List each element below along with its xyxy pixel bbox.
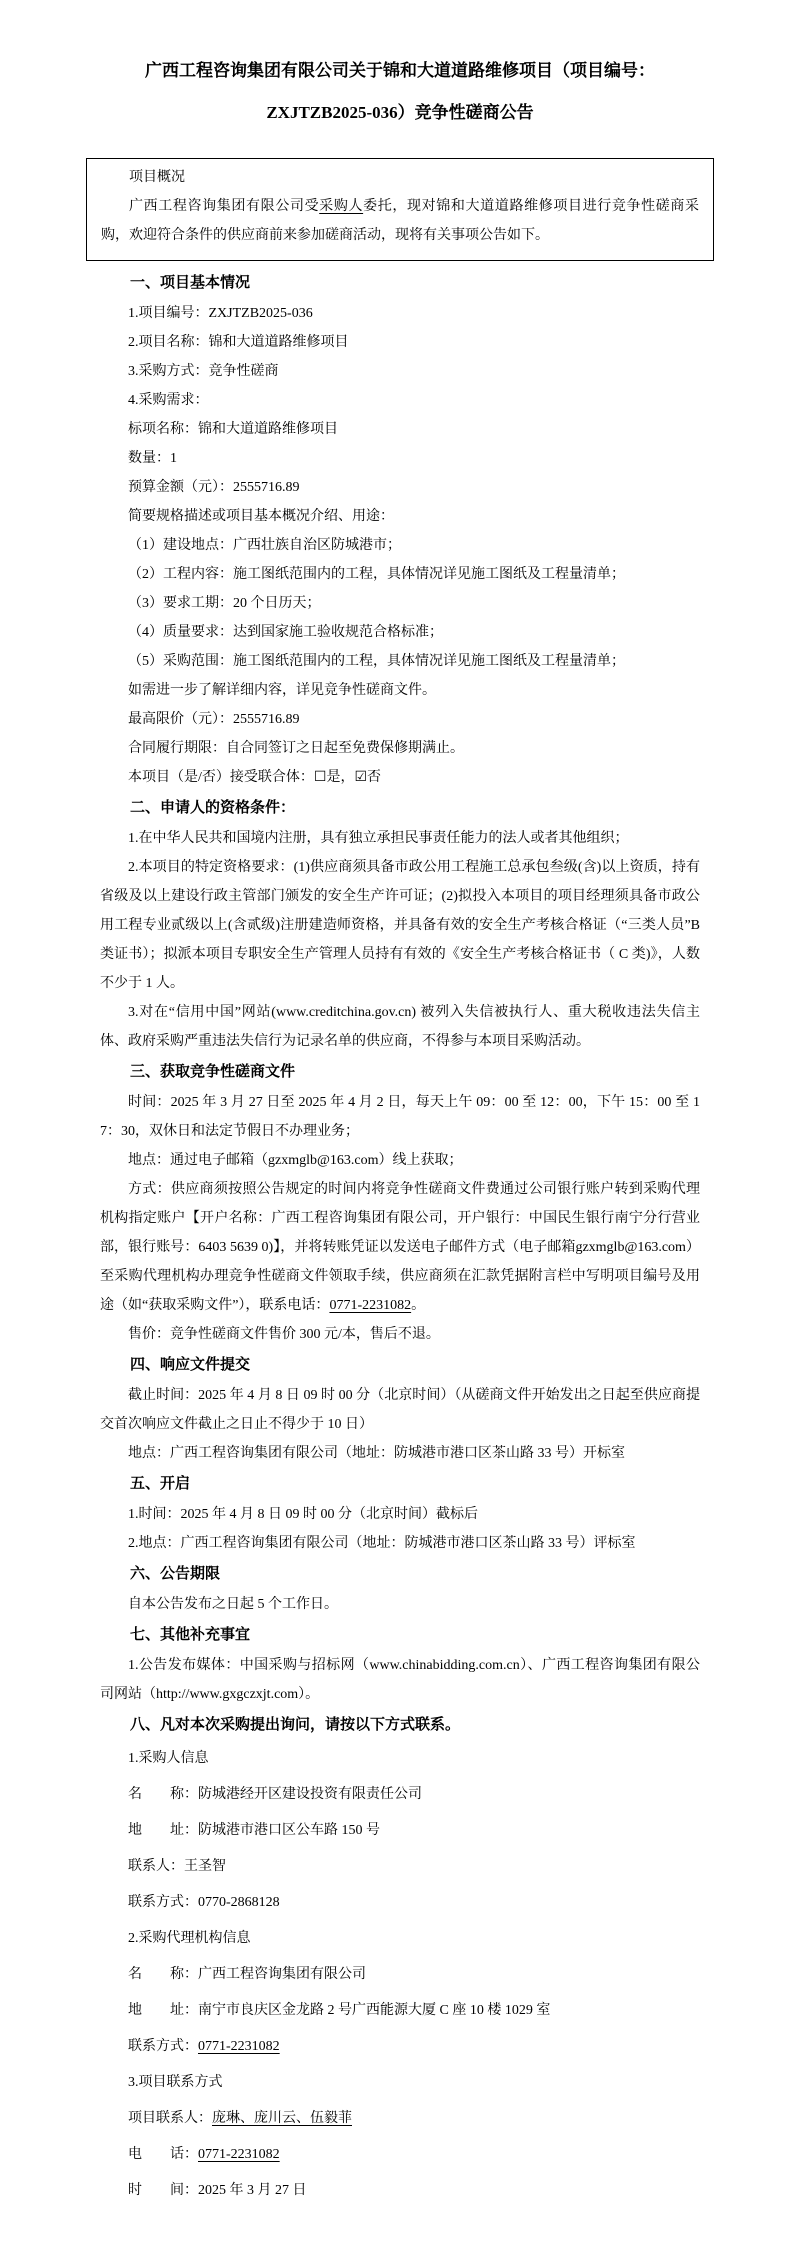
line-obtain-location: 地点：通过电子邮箱（gzxmglb@163.com）线上获取； [128, 1153, 463, 1168]
line-purchaser-name: 名 称：防城港经开区建设投资有限责任公司 [128, 1787, 422, 1802]
text-segment: 项目联系人： [128, 2111, 212, 2126]
title-line-2: ZXJTZB2025-036）竞争性磋商公告 [266, 103, 534, 122]
line-quality-requirement: （4）质量要求：达到国家施工验收规范合格标准； [128, 625, 443, 640]
line-document-price: 售价：竞争性磋商文件售价 300 元/本，售后不退。 [128, 1327, 440, 1342]
line-publish-media: 1.公告发布媒体：中国采购与招标网（www.chinabidding.com.cn）、广西工程咨询集团有限公司网站（http://www.gxgczxjt.com）。 [100, 1658, 700, 1702]
overview-body [101, 192, 699, 250]
line-lot-name: 标项名称：锦和大道道路维修项目 [128, 422, 338, 437]
underlined-phone: 0771-2231082 [198, 2147, 280, 2162]
line-obtain-method [100, 1175, 700, 1320]
section-7-heading: 七、其他补充事宜 [130, 1627, 251, 1643]
line-obtain-time: 时间：2025 年 3 月 27 日至 2025 年 4 月 2 日，每天上午 09：00 至 12：00，下午 15：00 至 17：30，双休日和法定节假日不办理业务； [100, 1095, 700, 1139]
line-agency-info-label: 2.采购代理机构信息 [128, 1931, 251, 1946]
section-5-heading: 五、开启 [130, 1476, 191, 1492]
text-segment: 方式：供应商须按照公告规定的时间内将竞争性磋商文件费通过公司银行账户转到采购代理机构指定账户【开户名称：广西工程咨询集团有限公司，开户银行：中国民生银行南宁分行营业部，银行账号：6403 5639 0)】，并将转账凭证以发送电子邮件方式（电子邮箱gzxmglb@163.com）至采购代理机构办理竞争性磋商文件领取手续，供应商须在汇款凭据附言栏中写明项目编号及用途（如“获取采购文件”），联系电话： [100, 1182, 700, 1313]
line-more-detail-note: 如需进一步了解详细内容，详见竞争性磋商文件。 [128, 683, 436, 698]
line-budget-amount: 预算金额（元）：2555716.89 [128, 480, 300, 495]
text-segment: 。 [411, 1298, 426, 1313]
line-procurement-scope: （5）采购范围：施工图纸范围内的工程，具体情况详见施工图纸及工程量清单； [128, 654, 625, 669]
line-qualification-3: 3.对在“信用中国”网站(www.creditchina.gov.cn) 被列入失信被执行人、重大税收违法失信主体、政府采购严重违法失信行为记录名单的供应商，不得参与本项目采购活动。 [100, 1005, 700, 1049]
line-qualification-2: 2.本项目的特定资格要求：(1)供应商须具备市政公用工程施工总承包叁级(含)以上资质，持有省级及以上建设行政主管部门颁发的安全生产许可证；(2)拟投入本项目的项目经理须具备市政公用工程专业贰级以上(含贰级)注册建造师资格，并具备有效的安全生产考核合格证（“三类人员”B 类证书）；拟派本项目专职安全生产管理人员持有有效的《安全生产考核合格证书（ C 类)》，人数不少于 1 人。 [100, 860, 700, 991]
line-submit-location: 地点：广西工程咨询集团有限公司（地址：防城港市港口区茶山路 33 号）开标室 [128, 1446, 625, 1461]
line-qualification-1: 1.在中华人民共和国境内注册，具有独立承担民事责任能力的法人或者其他组织； [128, 831, 629, 846]
underlined-text: 采购人 [319, 199, 364, 214]
line-procurement-demand: 4.采购需求： [128, 393, 209, 408]
line-spec-intro: 简要规格描述或项目基本概况介绍、用途： [128, 509, 394, 524]
line-project-contacts [100, 2101, 700, 2137]
line-open-time: 1.时间：2025 年 4 月 8 日 09 时 00 分（北京时间）截标后 [128, 1507, 478, 1522]
underlined-phone: 0771-2231082 [329, 1298, 412, 1313]
section-1-heading: 一、项目基本情况 [130, 275, 251, 291]
line-agency-name: 名 称：广西工程咨询集团有限公司 [128, 1967, 366, 1982]
line-open-location: 2.地点：广西工程咨询集团有限公司（地址：防城港市港口区茶山路 33 号）评标室 [128, 1536, 636, 1551]
line-procurement-method: 3.采购方式：竞争性磋商 [128, 364, 279, 379]
text-segment: 本项目（是/否）接受联合体： [128, 770, 314, 785]
line-construction-period: （3）要求工期：20 个日历天； [128, 596, 321, 611]
line-joint-venture [100, 763, 700, 792]
text-segment: 是， [326, 770, 355, 785]
text-segment: 联系方式： [128, 2039, 198, 2054]
text-segment: 委托，现对锦和大道道路维修项目进行竞争性磋商采购，欢迎符合条件的供应商前来参加磋商活动，现将有关事项公告如下。 [101, 199, 700, 243]
title-line-1: 广西工程咨询集团有限公司关于锦和大道道路维修项目（项目编号： [145, 61, 655, 80]
line-purchaser-contact: 联系人：王圣智 [128, 1859, 226, 1874]
overview-heading: 项目概况 [129, 170, 185, 185]
line-quantity: 数量：1 [128, 451, 177, 466]
section-4-heading: 四、响应文件提交 [130, 1357, 251, 1373]
text-segment: 否 [367, 770, 382, 785]
line-purchaser-info-label: 1.采购人信息 [128, 1751, 209, 1766]
underlined-phone: 0771-2231082 [198, 2039, 280, 2054]
checkbox-unchecked-icon: ☐ [313, 770, 327, 785]
line-agency-phone [100, 2029, 700, 2065]
line-announcement-period: 自本公告发布之日起 5 个工作日。 [128, 1597, 338, 1612]
checkbox-checked-icon: ☑ [354, 770, 368, 785]
line-max-price: 最高限价（元）：2555716.89 [128, 712, 300, 727]
line-project-name: 2.项目名称：锦和大道道路维修项目 [128, 335, 349, 350]
line-announce-date: 时 间：2025 年 3 月 27 日 [128, 2183, 307, 2198]
underlined-names: 庞琳、庞川云、伍毅菲 [212, 2111, 352, 2126]
line-work-content: （2）工程内容：施工图纸范围内的工程，具体情况详见施工图纸及工程量清单； [128, 567, 625, 582]
line-purchaser-address: 地 址：防城港市港口区公车路 150 号 [128, 1823, 380, 1838]
line-agency-address: 地 址：南宁市良庆区金龙路 2 号广西能源大厦 C 座 10 楼 1029 室 [128, 2003, 551, 2018]
section-8-heading: 八、凡对本次采购提出询问，请按以下方式联系。 [130, 1717, 461, 1733]
text-segment: 电 话： [128, 2147, 198, 2162]
line-project-contact-label: 3.项目联系方式 [128, 2075, 223, 2090]
line-submit-deadline: 截止时间：2025 年 4 月 8 日 09 时 00 分（北京时间）（从磋商文件开始发出之日起至供应商提交首次响应文件截止之日止不得少于 10 日） [100, 1388, 700, 1432]
section-3-heading: 三、获取竞争性磋商文件 [130, 1064, 296, 1080]
section-6-heading: 六、公告期限 [130, 1566, 221, 1582]
line-project-number: 1.项目编号：ZXJTZB2025-036 [128, 306, 313, 321]
line-project-phone [100, 2137, 700, 2173]
line-purchaser-phone: 联系方式：0770-2868128 [128, 1895, 280, 1910]
text-segment: 广西工程咨询集团有限公司受 [129, 199, 320, 214]
line-construction-site: （1）建设地点：广西壮族自治区防城港市； [128, 538, 401, 553]
project-overview-box [86, 158, 714, 261]
section-2-heading: 二、申请人的资格条件： [130, 800, 296, 816]
document-title [100, 50, 700, 134]
line-contract-term: 合同履行期限：自合同签订之日起至免费保修期满止。 [128, 741, 464, 756]
